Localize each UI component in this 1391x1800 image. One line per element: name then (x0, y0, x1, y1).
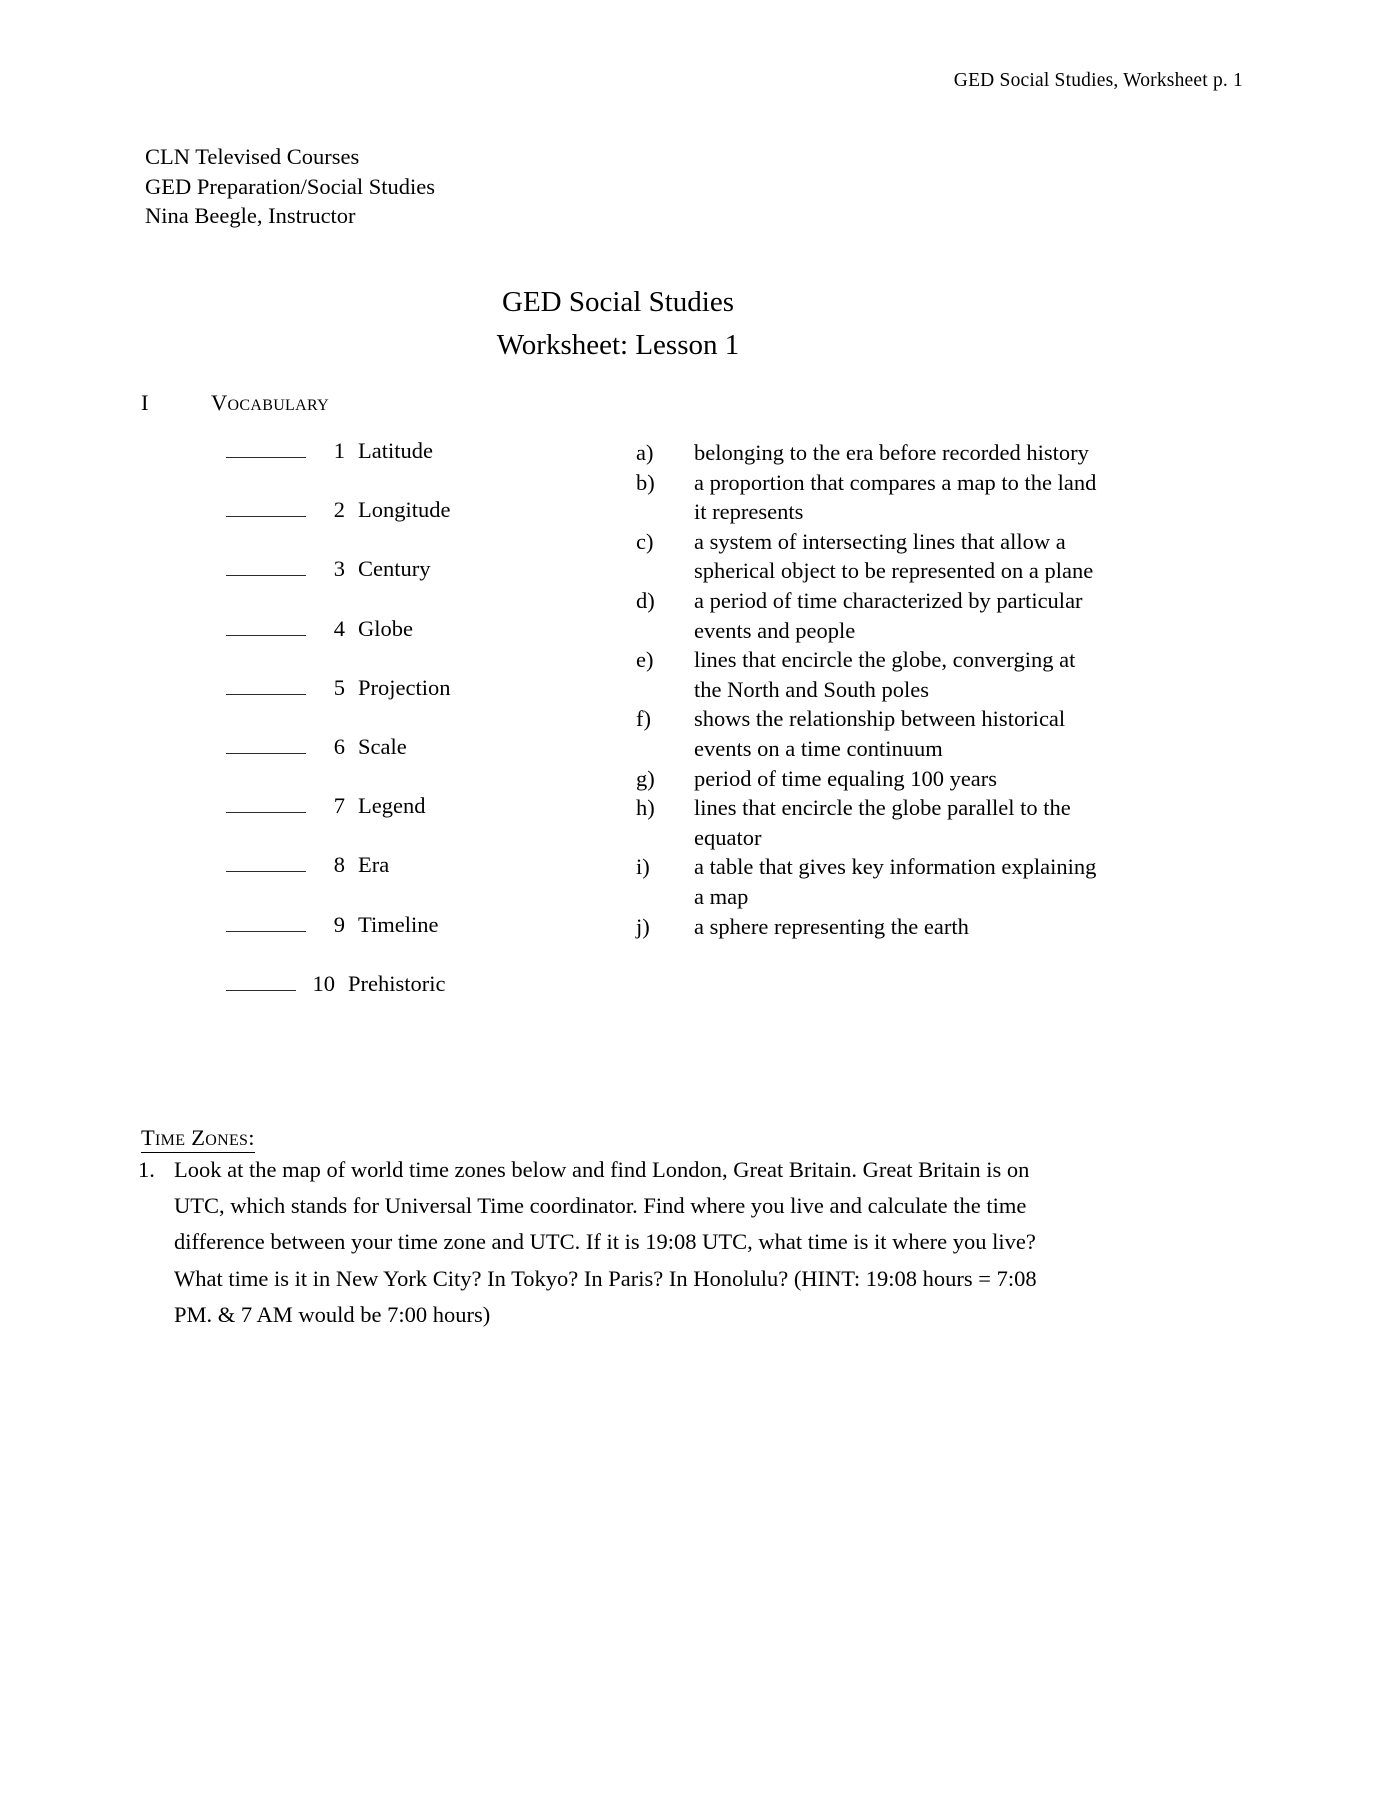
vocabulary-term-row (226, 912, 646, 971)
definition-text: lines that encircle the globe, converging at the North and South poles (694, 647, 1076, 702)
vocabulary-term-row (226, 497, 646, 556)
definition-letter: a) (636, 440, 654, 465)
time-zones-question (138, 1152, 1078, 1333)
term-number: 10 (312, 970, 335, 996)
page-title-line-2: Worksheet: Lesson 1 (496, 329, 740, 361)
course-info-block (145, 142, 435, 231)
definition-text: a table that gives key information explaining a map (694, 854, 1097, 909)
vocabulary-term-row (226, 438, 646, 497)
vocabulary-term-row (226, 852, 646, 911)
term-number: 2 (333, 497, 345, 523)
term-label: Globe (358, 615, 413, 641)
answer-blank[interactable] (226, 556, 306, 576)
running-header: GED Social Studies, Worksheet p. 1 (953, 70, 1243, 91)
term-number: 5 (333, 674, 345, 700)
term-label: Century (358, 556, 431, 582)
answer-blank[interactable] (226, 912, 306, 932)
definition-text: a system of intersecting lines that allow a spherical object to be represented on a plane (694, 528, 1094, 584)
answer-blank[interactable] (226, 734, 306, 754)
term-number: 8 (333, 852, 345, 878)
term-number: 7 (333, 793, 345, 819)
definition-letter: h) (636, 795, 655, 821)
answer-blank[interactable] (226, 852, 306, 872)
term-label: Latitude (358, 438, 433, 463)
definition-row (636, 704, 1106, 763)
definition-letter: d) (636, 587, 655, 613)
definition-row (636, 912, 1106, 942)
vocabulary-term-row (226, 675, 646, 734)
vocabulary-term-row (226, 556, 646, 615)
definition-text: period of time equaling 100 years (694, 765, 998, 791)
vocabulary-terms-column (226, 438, 646, 1030)
section-numeral: I (141, 390, 149, 415)
section-heading-vocabulary (141, 390, 329, 416)
definition-row (636, 793, 1106, 852)
term-label: Longitude (358, 497, 451, 523)
vocabulary-term-row (226, 616, 646, 675)
term-number: 3 (333, 556, 345, 582)
definition-row (636, 468, 1106, 527)
vocabulary-definitions-column (636, 438, 1106, 941)
definition-letter: j) (636, 913, 650, 939)
definition-letter: e) (636, 647, 654, 673)
definition-text: shows the relationship between historical events on a time continuum (694, 706, 1066, 761)
answer-blank[interactable] (226, 793, 306, 813)
term-label: Projection (358, 674, 451, 700)
answer-blank[interactable] (226, 971, 296, 991)
definition-row (636, 852, 1106, 911)
course-line-organization: CLN Televised Courses (145, 144, 360, 169)
answer-blank[interactable] (226, 675, 306, 695)
definition-letter: g) (636, 765, 655, 791)
definition-text: a proportion that compares a map to the land it represents (694, 469, 1097, 525)
course-line-instructor: Nina Beegle, Instructor (145, 203, 356, 228)
definition-row (636, 438, 1106, 468)
definition-row (636, 586, 1106, 645)
term-label: Timeline (358, 911, 439, 937)
definition-text: a period of time characterized by particular events and people (694, 587, 1083, 643)
definition-letter: b) (636, 469, 655, 495)
answer-blank[interactable] (226, 616, 306, 636)
definition-row (636, 645, 1106, 704)
page-title-line-1: GED Social Studies (502, 286, 734, 318)
term-number: 1 (333, 438, 345, 463)
term-label: Era (358, 852, 390, 878)
section-label: Vocabulary (211, 390, 329, 415)
definition-text: a sphere representing the earth (694, 913, 969, 939)
definition-row (636, 764, 1106, 794)
vocabulary-term-row (226, 734, 646, 793)
definition-letter: i) (636, 854, 650, 880)
term-label: Legend (358, 793, 426, 819)
section-heading-time-zones: Time Zones: (141, 1125, 255, 1153)
term-number: 9 (333, 911, 345, 937)
course-line-program: GED Preparation/Social Studies (145, 173, 435, 199)
vocabulary-term-row (226, 793, 646, 852)
definition-letter: c) (636, 528, 654, 554)
definition-text: lines that encircle the globe parallel to the equator (694, 795, 1071, 850)
question-number: 1. (138, 1157, 155, 1182)
answer-blank[interactable] (226, 438, 306, 458)
vocabulary-term-row (226, 971, 646, 1030)
page-title (0, 281, 1236, 367)
term-label: Scale (358, 733, 407, 759)
answer-blank[interactable] (226, 497, 306, 517)
question-text: Look at the map of world time zones below and find London, Great Britain. Great Britain is on UTC, which stands for Universal Time coordinator. Find where you live and calculate the time difference between your time zone and UTC. If it is 19:08 UTC, what time is it where you live? What time is it in New York City? In Tokyo? In Paris? In Honolulu? (HINT: 19:08 hours = 7:08 PM. & 7 AM would be 7:00 hours) (174, 1157, 1037, 1327)
term-number: 6 (333, 733, 345, 759)
definition-text: belonging to the era before recorded history (694, 440, 1089, 465)
term-number: 4 (333, 615, 345, 641)
definition-letter: f) (636, 706, 651, 732)
term-label: Prehistoric (348, 970, 446, 996)
definition-row (636, 527, 1106, 586)
